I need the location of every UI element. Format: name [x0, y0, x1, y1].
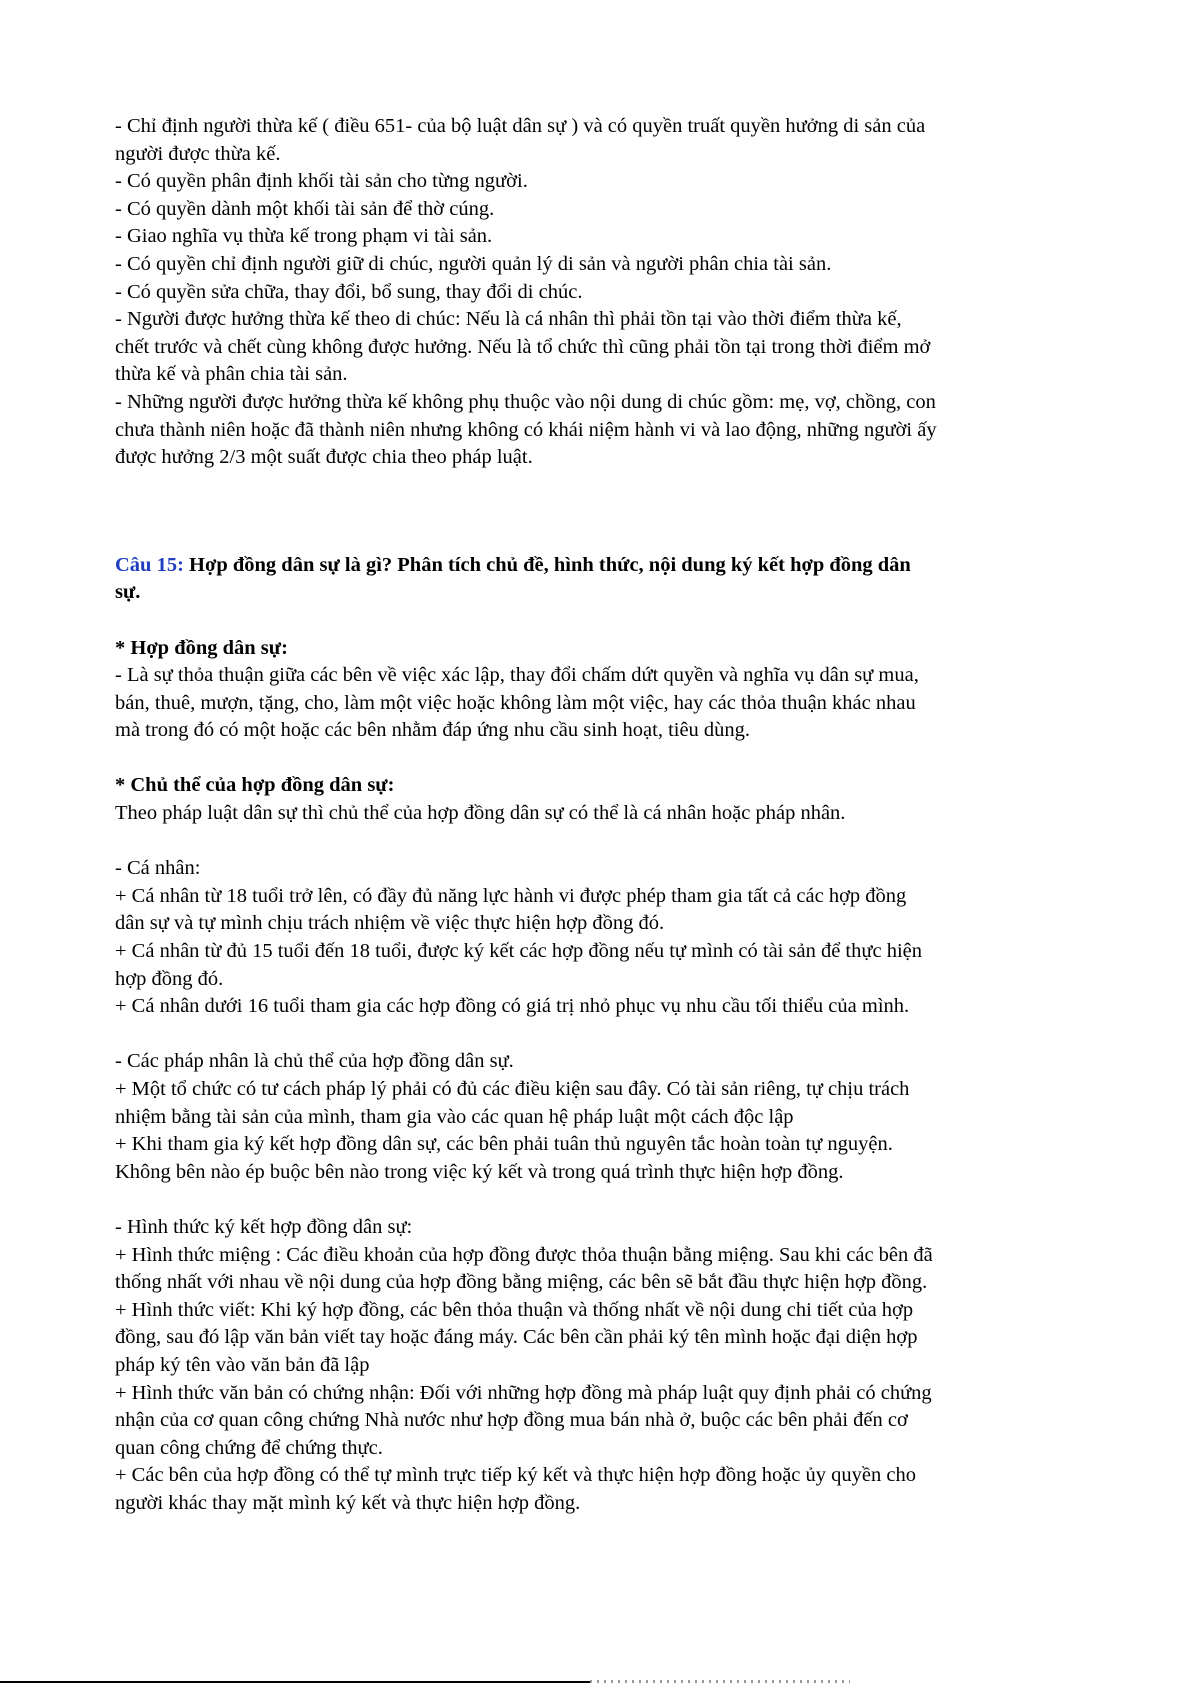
section-heading: * Hợp đồng dân sự:: [115, 636, 288, 659]
text-line: - Có quyền sửa chữa, thay đổi, bổ sung, thay đổi di chúc.: [115, 280, 583, 303]
text-line: - Người được hưởng thừa kế theo di chúc: Nếu là cá nhân thì phải tồn tại vào thời điểm thừa kế,: [115, 308, 902, 331]
text-line: - Là sự thỏa thuận giữa các bên về việc xác lập, thay đổi chấm dứt quyền và nghĩa vụ dân sự mua,: [115, 664, 919, 687]
text-line: + Một tổ chức có tư cách pháp lý phải có đủ các điều kiện sau đây. Có tài sản riêng, tự chịu trách: [115, 1078, 910, 1100]
definition-section: [115, 635, 1100, 745]
text-line: nhiệm bằng tài sản của mình, tham gia vào các quan hệ pháp luật một cách độc lập: [115, 1105, 794, 1128]
text-line: - Có quyền dành một khối tài sản để thờ cúng.: [115, 197, 495, 220]
text-line: thừa kế và phân chia tài sản.: [115, 363, 348, 386]
text-line: + Các bên của hợp đồng có thể tự mình trực tiếp ký kết và thực hiện hợp đồng hoặc ủy quyền cho: [115, 1464, 916, 1487]
question-title: Hợp đồng dân sự là gì? Phân tích chủ đề, hình thức, nội dung ký kết hợp đồng dân: [183, 553, 911, 576]
text-line: dân sự và tự mình chịu trách nhiệm về việc thực hiện hợp đồng đó.: [115, 912, 665, 935]
inheritance-rights-list: [115, 113, 1100, 472]
section-heading: * Chủ thể của hợp đồng dân sự:: [115, 774, 395, 797]
text-line: - Cá nhân:: [115, 857, 201, 880]
text-line: + Khi tham gia ký kết hợp đồng dân sự, các bên phải tuân thủ nguyên tắc hoàn toàn tự nguyện.: [115, 1133, 893, 1156]
text-line: - Những người được hưởng thừa kế không phụ thuộc vào nội dung di chúc gồm: mẹ, vợ, chồng, con: [115, 390, 936, 413]
text-line: + Cá nhân từ đủ 15 tuổi đến 18 tuổi, được ký kết các hợp đồng nếu tự mình có tài sản để thực hiện: [115, 940, 922, 963]
text-line: - Giao nghĩa vụ thừa kế trong phạm vi tài sản.: [115, 225, 493, 248]
text-line: - Hình thức ký kết hợp đồng dân sự:: [115, 1215, 413, 1238]
footer-dotted-divider: [590, 1680, 850, 1683]
question-label: Câu 15:: [115, 553, 184, 576]
question-title-line: sự.: [115, 581, 141, 604]
text-line: + Cá nhân dưới 16 tuổi tham gia các hợp đồng có giá trị nhỏ phục vụ nhu cầu tối thiểu của mình.: [115, 995, 910, 1018]
question-title-line: [115, 552, 1100, 580]
text-line: được hưởng 2/3 một suất được chia theo pháp luật.: [115, 446, 533, 469]
footer-divider: [0, 1681, 590, 1683]
text-line: Theo pháp luật dân sự thì chủ thể của hợp đồng dân sự có thể là cá nhân hoặc pháp nhân.: [115, 802, 846, 825]
text-line: hợp đồng đó.: [115, 967, 224, 990]
text-line: - Có quyền phân định khối tài sản cho từng người.: [115, 170, 528, 193]
text-line: thống nhất với nhau về nội dung của hợp đồng bằng miệng, các bên sẽ bắt đầu thực hiện hợp đồng.: [115, 1271, 928, 1294]
text-line: + Cá nhân từ 18 tuổi trở lên, có đầy đủ năng lực hành vi được phép tham gia tất cả các hợp đồng: [115, 884, 907, 907]
question-heading: [115, 552, 1100, 607]
text-line: - Chỉ định người thừa kế ( điều 651- của bộ luật dân sự ) và có quyền truất quyền hưởng di sản của: [115, 115, 926, 137]
text-line: chết trước và chết cùng không được hưởng. Nếu là tổ chức thì cũng phải tồn tại trong thời điểm mở: [115, 335, 931, 358]
text-line: nhận của cơ quan công chứng Nhà nước như hợp đồng mua bán nhà ở, buộc các bên phải đến cơ: [115, 1409, 908, 1432]
text-line: + Hình thức miệng : Các điều khoản của hợp đồng được thỏa thuận bằng miệng. Sau khi các bên đã: [115, 1243, 933, 1266]
forms-section: [115, 1214, 1100, 1518]
text-line: quan công chứng để chứng thực.: [115, 1436, 383, 1459]
text-line: đồng, sau đó lập văn bản viết tay hoặc đáng máy. Các bên cần phải ký tên mình hoặc đại diện hợp: [115, 1326, 918, 1349]
text-line: mà trong đó có một hoặc các bên nhằm đáp ứng nhu cầu sinh hoạt, tiêu dùng.: [115, 719, 751, 742]
text-line: Không bên nào ép buộc bên nào trong việc ký kết và trong quá trình thực hiện hợp đồng.: [115, 1160, 844, 1183]
text-line: + Hình thức văn bản có chứng nhận: Đối với những hợp đồng mà pháp luật quy định phải có chứng: [115, 1381, 932, 1404]
text-line: bán, thuê, mượn, tặng, cho, làm một việc hoặc không làm một việc, hay các thỏa thuận khác nhau: [115, 691, 916, 714]
text-line: - Các pháp nhân là chủ thể của hợp đồng dân sự.: [115, 1050, 514, 1073]
document-page: [115, 113, 1100, 1518]
text-line: người khác thay mặt mình ký kết và thực hiện hợp đồng.: [115, 1491, 581, 1514]
subjects-section: [115, 772, 1100, 1186]
text-line: người được thừa kế.: [115, 142, 281, 165]
text-line: + Hình thức viết: Khi ký hợp đồng, các bên thỏa thuận và thống nhất về nội dung chi tiết của hợp: [115, 1298, 914, 1321]
text-line: - Có quyền chỉ định người giữ di chúc, người quản lý di sản và người phân chia tài sản.: [115, 252, 832, 275]
text-line: pháp ký tên vào văn bản đã lập: [115, 1353, 370, 1376]
text-line: chưa thành niên hoặc đã thành niên nhưng không có khái niệm hành vi và lao động, những người ấy: [115, 418, 937, 441]
